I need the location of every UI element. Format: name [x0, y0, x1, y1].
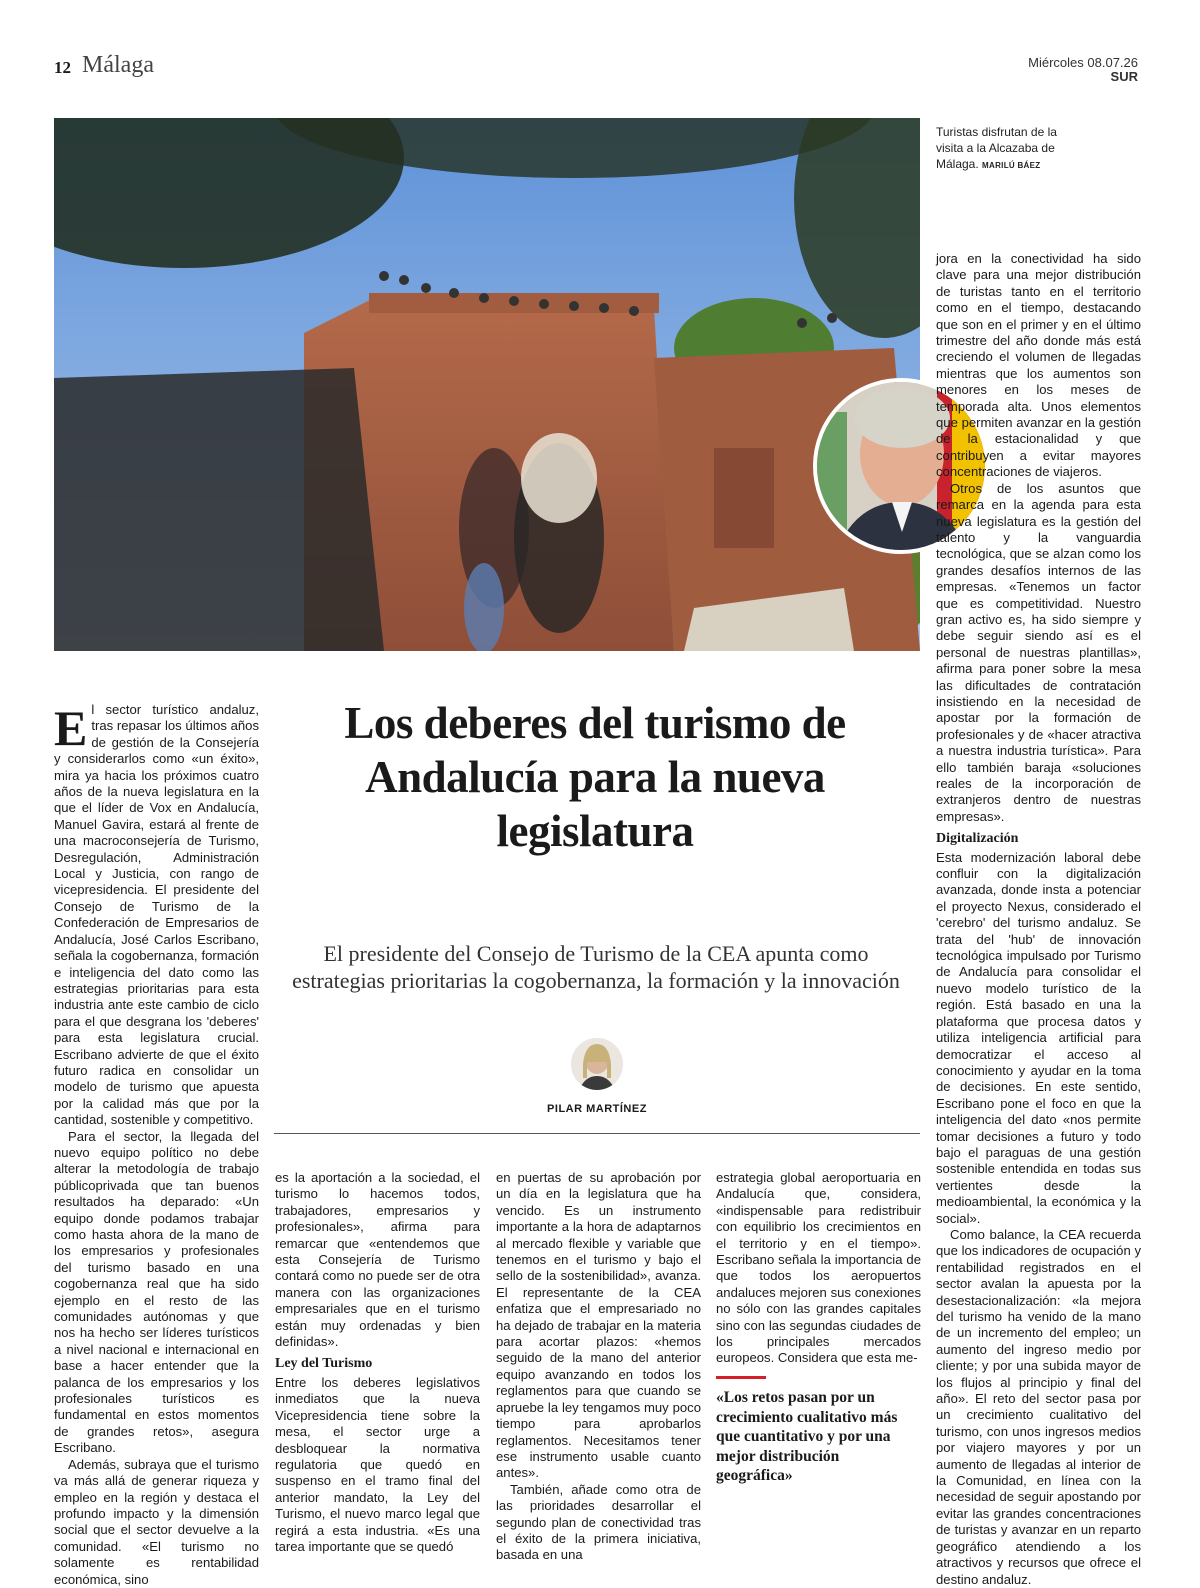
lead-text: l sector turístico andaluz, tras repasar los últimos años de gestión de la Consejería y considerarlos como «un éxito», mira ya hacia los próximos cuatro años de la nueva legislatura en la que el líder de Vox en Andalucía, Manuel Gavira, estará al frente de una macroconsejería de Turismo, Desregulación, Administración Local y Justicia, con rango de vicepresidencia. El presidente del Consejo de Turismo de la Confederación de Empresarios de Andalucía, José Carlos Escribano, señala la cogobernanza, formación e inteligencia del dato como las estrategias prioritarias para esta industria ante este cambio de ciclo para el que desgrana los 'deberes' para esta legislatura crucial. Escribano advierte de que el éxito futuro radica en consolidar un modelo de turismo que apuesta por la calidad más que por la cantidad, sostenible y competitivo.	[54, 702, 259, 1128]
drop-cap: E	[54, 700, 88, 756]
pullquote: «Los retos pasan por un crecimiento cualitativo más que cuantitativo y por una mejor distribución geográfica»	[716, 1389, 898, 1484]
divider	[274, 1133, 920, 1134]
article-column-3	[496, 1170, 701, 1564]
paragraph: en puertas de su aprobación por un día en la legislatura que ha vencido. Es un instrumento importante a la hora de adaptarnos al mercado flexible y variable que tenemos en el turismo y bajo el sello de la sostenibilidad», avanza. El representante de la CEA enfatiza que el empresariado no ha dejado de trabajar en la materia para acortar plazos: «hemos seguido de la mano del anterior equipo avanzando en todos los reglamentos para que cuando se apruebe la ley tengamos muy poco tiempo para aprobarlos reglamentos. Necesitamos tener ese instrumento usable cuanto antes».	[496, 1170, 701, 1481]
article-column-2	[275, 1170, 480, 1555]
photo-credit: MARILÚ BÁEZ	[982, 161, 1041, 170]
byline: PILAR MARTÍNEZ	[547, 1103, 647, 1115]
lead-paragraph	[54, 702, 259, 1129]
main-photo	[54, 118, 920, 651]
article-column-4	[716, 1170, 921, 1367]
paragraph: También, añade como otra de las prioridades desarrollar el segundo plan de conectividad tras el éxito de la primera iniciativa, basada en una	[496, 1481, 701, 1563]
subheading: Digitalización	[936, 831, 1019, 847]
page-number: 12	[54, 58, 71, 77]
paragraph: Además, subraya que el turismo va más allá de generar riqueza y empleo en la región y destaca el profundo impacto y la dimensión social que el sector devuelve a la comunidad. «El turismo no solamente es rentabilidad económica, sino	[54, 1456, 259, 1587]
pullquote-accent	[716, 1376, 766, 1379]
section-title: Málaga	[82, 52, 154, 78]
subheading: Ley del Turismo	[275, 1356, 373, 1372]
paragraph: Para el sector, la llegada del nuevo equipo político no debe alterar la metodología de trabajo públicoprivada que tan buenos resultados ha deparado: «Un equipo donde podamos trabajar como hasta ahora de la mano de los empresarios y profesionales del turismo basado en una cogobernanza real que ha sido ejemplo en el resto de las comunidades autónomas y que nos ha hecho ser líderes turísticos a nivel nacional e internacional en base a hacer entender que la palanca de los empresarios y los profesionales turísticos es fundamental en estos momentos de grandes retos», asegura Escribano.	[54, 1128, 259, 1456]
paragraph: estrategia global aeroportuaria en Andalucía que, considera, «indispensable para redistribuir con equilibrio los crecimientos en el territorio y en el tiempo». Escribano señala la importancia de que todos los aeropuertos andaluces mejoren sus conexiones no sólo con las grandes capitales sino con las segundas ciudades de los principales mercados europeos. Considera que esta me-	[716, 1170, 921, 1366]
paragraph: Entre los deberes legislativos inmediatos que la nueva Vicepresidencia tiene sobre la mesa, el sector urge a desbloquear la normativa regulatoria que quedó en suspenso en el tramo final del anterior mandato, la Ley del Turismo, el nuevo marco legal que regirá a esta industria. «Es una tarea importante que se quedó	[275, 1374, 480, 1554]
issue-info	[1028, 56, 1138, 84]
paragraph: Esta modernización laboral debe confluir con la digitalización avanzada, donde insta a potenciar el proyecto Nexus, considerado el 'cerebro' del turismo andaluz. Se trata del 'hub' de innovación tecnológica impulsado por Turismo de Andalucía para consolidar el nuevo modelo turístico de la región. Está basado en una la plataforma que procesa datos y utiliza inteligencia artificial para democratizar el acceso al conocimiento y ayudar en la toma de decisiones. En este sentido, Escribano pone el foco en que la inteligencia del dato «nos permite tomar decisiones a futuro y todo bajo el paraguas de una gestión sostenible entendida en todas sus vertientes desde la medioambiental, la económica y la social».	[936, 849, 1141, 1226]
paragraph: es la aportación a la sociedad, el turismo lo hacemos todos, trabajadores, empresarios y profesionales», afirma para remarcar que «entendemos que esta Consejería de Turismo contará como no puede ser de otra manera con las organizaciones empresariales que en el turismo están muy ordenadas y bien definidas».	[275, 1170, 480, 1350]
article-column-5	[936, 251, 1141, 1588]
author-avatar	[571, 1038, 623, 1090]
subheadline: El presidente del Consejo de Turismo de la CEA apunta como estrategias prioritarias la cogobernanza, la formación y la innovación	[292, 941, 900, 993]
headline: Los deberes del turismo de Andalucía para la nueva legislatura	[344, 698, 846, 856]
paragraph: Como balance, la CEA recuerda que los indicadores de ocupación y rentabilidad registrados en el sector avalan la apuesta por la desestacionalización: «la mejora del turismo ha venido de la mano de un incremento del empleo; un aumento del ingreso medio por cliente; y por una subida mayor de los flujos al principio y final del año». El reto del sector pasa por un crecimiento cualitativo del turismo, con unos ingresos medios por viajero mayores y por un aumento de llegadas al interior de la Comunidad, en línea con la necesidad de seguir apostando por evitar las grandes concentraciones de turistas y avanzar en un reparto geográfico atendiendo a los atractivos y recursos que ofrece el destino andaluz.	[936, 1226, 1141, 1587]
paragraph: jora en la conectividad ha sido clave para una mejor distribución de turistas tanto en el territorio como en el tiempo, destacando que son en el primer y en el último trimestre del año donde más está creciendo el volumen de llegadas mientras que los aumentos son menores en los meses de temporada alta. Unos elementos que permiten avanzar en la gestión de la estacionalidad y que contribuyen a evitar mayores concentraciones de viajeros.	[936, 251, 1141, 480]
photo-caption	[936, 124, 1071, 174]
article-column-1	[54, 702, 259, 1588]
newspaper-name: SUR	[1110, 69, 1138, 84]
issue-date: Miércoles 08.07.26	[1028, 55, 1138, 70]
caption-text: Turistas disfrutan de la visita a la Alcazaba de Málaga.	[936, 125, 1057, 171]
paragraph: Otros de los asuntos que remarca en la agenda para esta nueva legislatura es la gestión del talento y la vanguardia tecnológica, que se alzan como los grandes desafíos internos de las empresas. «Tenemos un factor que es competitividad. Nuestro gran activo es, ha sido siempre y debe seguir siendo así es el personal de nuestras plantillas», afirma para poner sobre la mesa las dificultades de contratación insistiendo en la necesidad de apostar por la formación de profesionales y de «hacer atractiva a nuestra industria turística». Para ello también baraja «soluciones reales de la incorporación de extranjeros dentro de nuestras empresas».	[936, 480, 1141, 824]
